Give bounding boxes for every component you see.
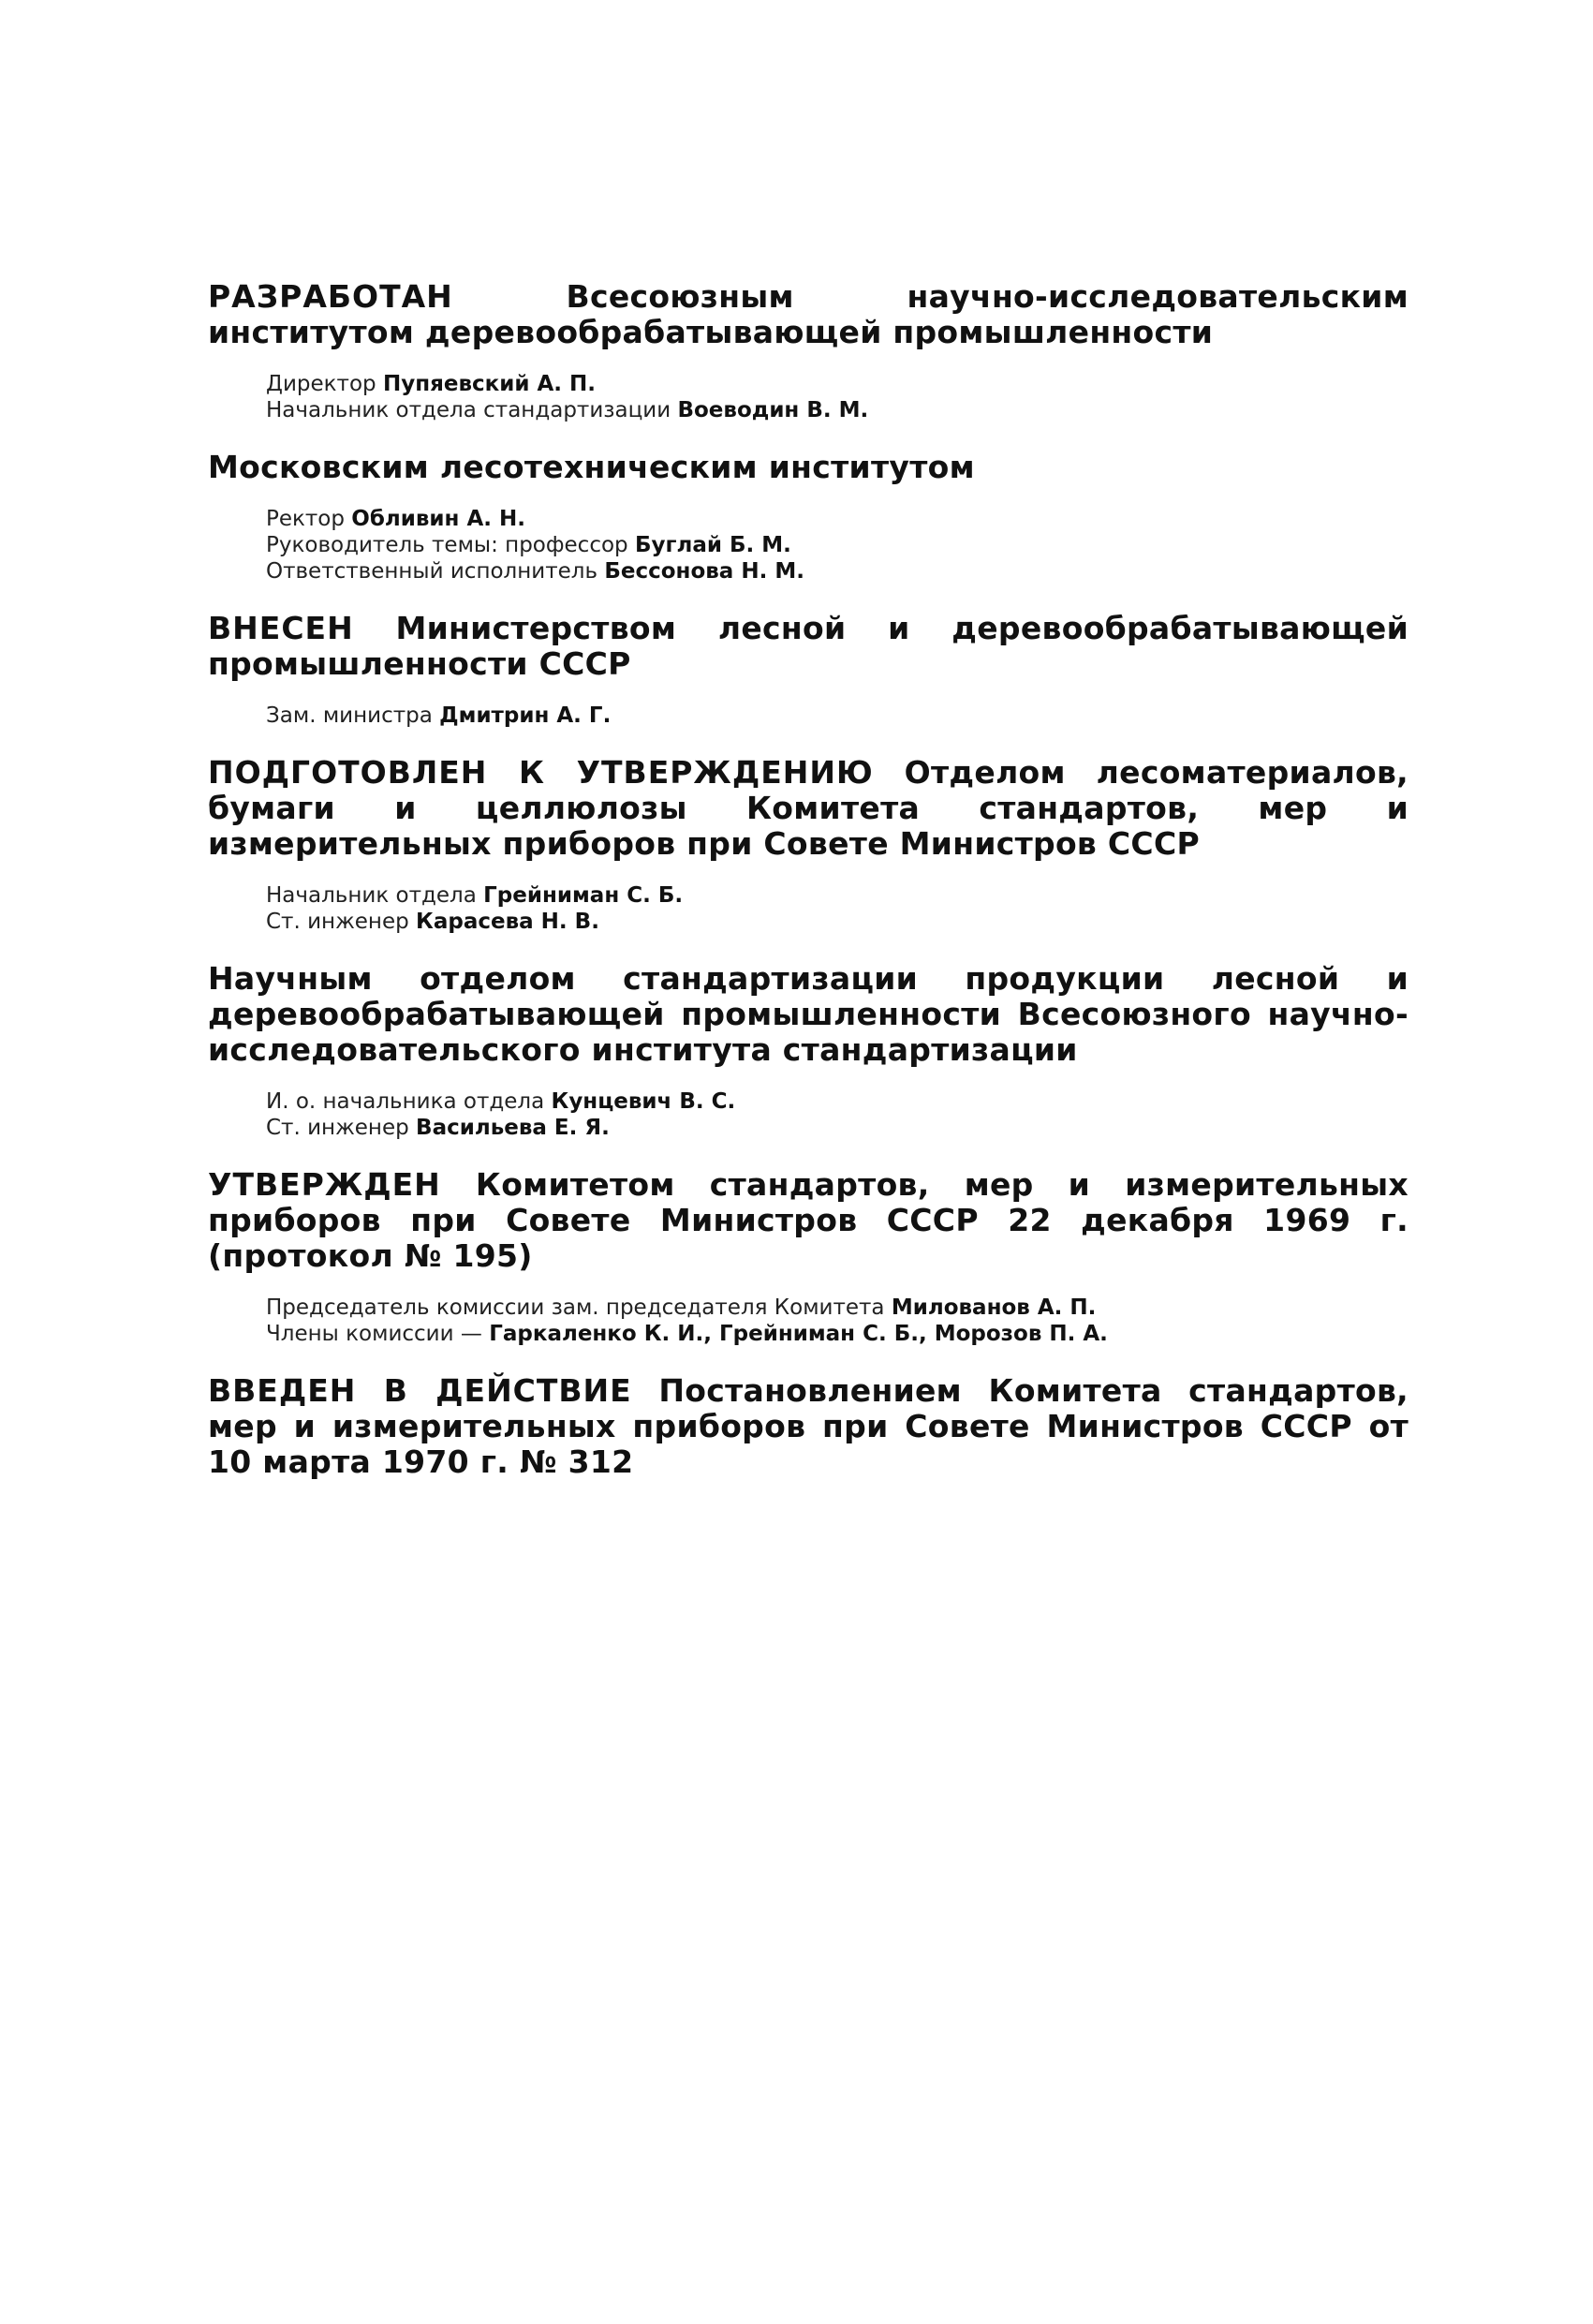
- section-lead: ВНЕСЕН: [208, 610, 354, 646]
- section-heading: [208, 450, 1409, 485]
- person-role: Директор: [266, 372, 376, 396]
- credits-block: [208, 279, 1409, 1480]
- people-list: [266, 882, 1409, 935]
- section-heading: [208, 279, 1409, 350]
- section-lead: ПОДГОТОВЛЕН К УТВЕРЖДЕНИЮ: [208, 754, 874, 791]
- person-name: Воеводин В. М.: [677, 398, 869, 422]
- section-lead: ВВЕДЕН В ДЕЙСТВИЕ: [208, 1372, 632, 1409]
- person-name: Грейниман С. Б.: [483, 883, 684, 908]
- person-line: [266, 882, 1409, 909]
- person-role: Ст. инженер: [266, 1116, 409, 1140]
- section-heading: [208, 961, 1409, 1068]
- section-developed-by: [208, 279, 1409, 423]
- person-role: Начальник отдела: [266, 883, 477, 908]
- person-line: [266, 1321, 1409, 1347]
- section-lead: РАЗРАБОТАН: [208, 278, 453, 315]
- person-line: [266, 371, 1409, 397]
- person-name: Обливин А. Н.: [351, 507, 525, 531]
- section-text: Научным отделом стандартизации продукции лесной и деревообрабатывающей промышленности Всесоюзного научно-исследовательского института стандартизации: [208, 960, 1409, 1068]
- person-role: Руководитель темы: профессор: [266, 533, 628, 557]
- section-text: Московским лесотехническим институтом: [208, 449, 975, 485]
- person-role: И. о. начальника отдела: [266, 1089, 545, 1114]
- person-line: [266, 1295, 1409, 1321]
- person-name: Гаркаленко К. И., Грейниман С. Б., Морозов П. А.: [489, 1322, 1108, 1346]
- person-role: Начальник отдела стандартизации: [266, 398, 671, 422]
- person-line: [266, 506, 1409, 532]
- section-text: Отделом лесоматериалов, бумаги и целлюлозы Комитета стандартов, мер и измерительных приборов при Совете Министров СССР: [208, 754, 1409, 862]
- people-list: [266, 506, 1409, 585]
- section-text: Комитетом стандартов, мер и измерительных приборов при Совете Министров СССР 22 декабря 1969 г. (протокол № 195): [208, 1166, 1409, 1274]
- person-line: [266, 909, 1409, 935]
- section-approved: [208, 1167, 1409, 1347]
- person-name: Карасева Н. В.: [416, 910, 599, 934]
- person-role: Ответственный исполнитель: [266, 559, 598, 584]
- section-standardization-dept: [208, 961, 1409, 1141]
- person-role: Председатель комиссии зам. председателя Комитета: [266, 1295, 885, 1320]
- section-heading: [208, 1373, 1409, 1480]
- person-line: [266, 558, 1409, 585]
- section-text: Всесоюзным научно-исследовательским институтом деревообрабатывающей промышленности: [208, 278, 1409, 350]
- person-role: Члены комиссии —: [266, 1322, 482, 1346]
- person-line: [266, 1088, 1409, 1115]
- section-heading: [208, 755, 1409, 862]
- person-line: [266, 1115, 1409, 1141]
- person-role: Ректор: [266, 507, 345, 531]
- person-name: Буглай Б. М.: [634, 533, 791, 557]
- section-lead: УТВЕРЖДЕН: [208, 1166, 441, 1203]
- person-line: [266, 703, 1409, 729]
- section-prepared-for-approval: [208, 755, 1409, 935]
- section-heading: [208, 1167, 1409, 1274]
- person-name: Бессонова Н. М.: [604, 559, 804, 584]
- section-heading: [208, 611, 1409, 682]
- people-list: [266, 1088, 1409, 1141]
- person-role: Ст. инженер: [266, 910, 409, 934]
- person-role: Зам. министра: [266, 703, 433, 728]
- people-list: [266, 1295, 1409, 1347]
- person-name: Пупяевский А. П.: [382, 372, 597, 396]
- person-line: [266, 397, 1409, 423]
- person-name: Кунцевич В. С.: [551, 1089, 736, 1114]
- person-name: Васильева Е. Я.: [416, 1116, 610, 1140]
- people-list: [266, 703, 1409, 729]
- section-text: Постановлением Комитета стандартов, мер и измерительных приборов при Совете Министров СССР от 10 марта 1970 г. № 312: [208, 1372, 1409, 1480]
- section-submitted-by: [208, 611, 1409, 729]
- person-name: Дмитрин А. Г.: [439, 703, 612, 728]
- person-name: Милованов А. П.: [891, 1295, 1097, 1320]
- section-text: Министерством лесной и деревообрабатывающей промышленности СССР: [208, 610, 1409, 682]
- section-moscow-institute: [208, 450, 1409, 585]
- people-list: [266, 371, 1409, 423]
- section-put-into-effect: [208, 1373, 1409, 1480]
- person-line: [266, 532, 1409, 558]
